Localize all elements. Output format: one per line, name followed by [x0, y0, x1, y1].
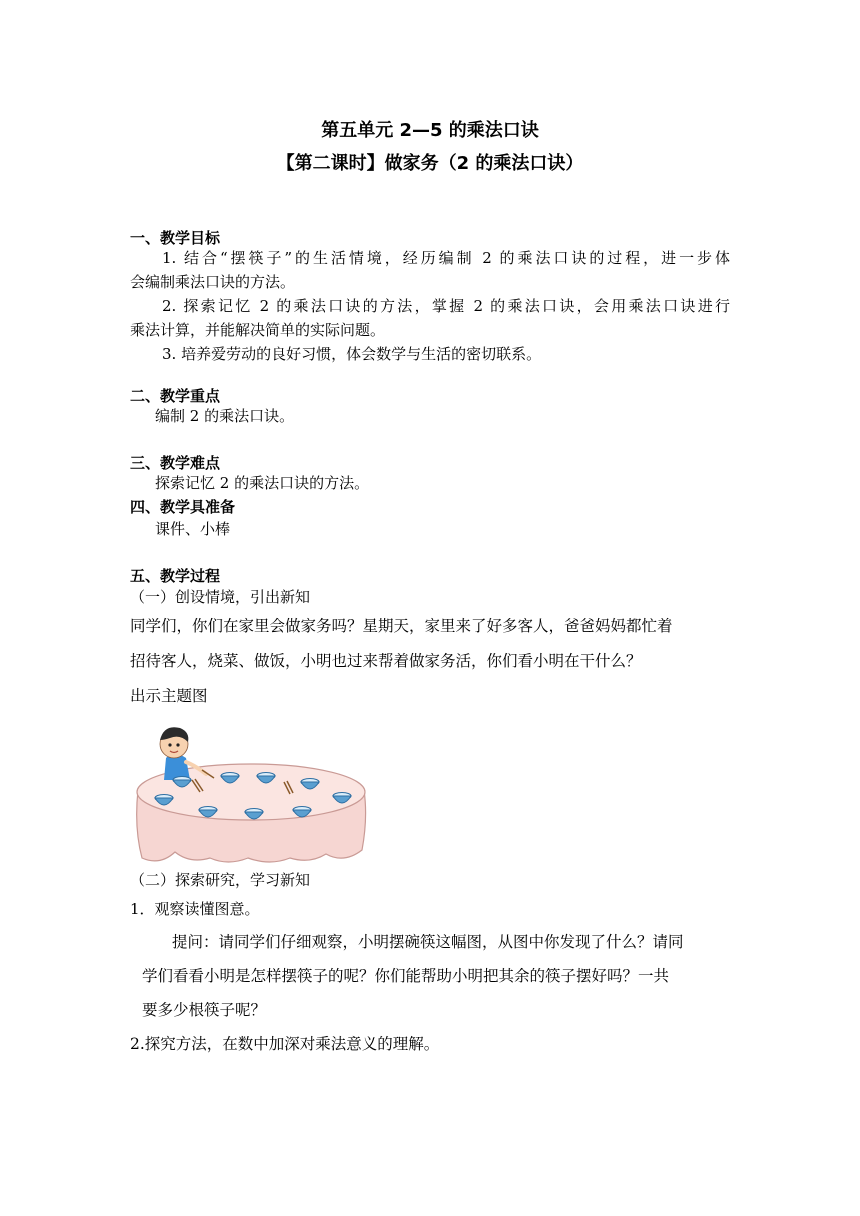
question-line-2: 学们看看小明是怎样摆筷子的呢？你们能帮助小明把其余的筷子摆好吗？一共 [142, 967, 670, 985]
goals-heading: 一、教学目标 [130, 229, 221, 247]
key-point-heading: 二、教学重点 [130, 387, 221, 405]
key-point-text: 编制 2 的乘法口诀。 [155, 407, 295, 425]
goal-2-line-1: 2. 探索记忆 2 的乘法口诀的方法，掌握 2 的乘法口诀，会用乘法口诀进行 [162, 297, 730, 315]
boy-figure [160, 727, 214, 780]
question-line-1: 提问：请同学们仔细观察，小明摆碗筷这幅图，从图中你发现了什么？请同 [172, 933, 684, 951]
intro-line-1: 同学们，你们在家里会做家务吗？星期天，家里来了好多客人，爸爸妈妈都忙着 [130, 617, 673, 635]
intro-line-2: 招待客人，烧菜、做饭，小明也过来帮着做家务活，你们看小明在干什么？ [130, 652, 642, 670]
process-heading: 五、教学过程 [130, 567, 221, 585]
show-image-text: 出示主题图 [130, 687, 208, 705]
page-title: 第五单元 2—5 的乘法口诀 [321, 120, 539, 141]
question-line-3: 要多少根筷子呢？ [142, 1001, 267, 1019]
materials-text: 课件、小棒 [155, 520, 231, 538]
part-1-title: （一）创设情境，引出新知 [130, 588, 311, 606]
difficulty-text: 探索记忆 2 的乘法口诀的方法。 [155, 474, 370, 492]
lesson-subtitle: 【第二课时】做家务（2 的乘法口诀） [276, 153, 584, 174]
theme-illustration [130, 718, 370, 868]
goal-3: 3. 培养爱劳动的良好习惯，体会数学与生活的密切联系。 [162, 345, 542, 363]
step-1: 1．观察读懂图意。 [130, 900, 260, 918]
materials-heading: 四、教学具准备 [130, 498, 236, 516]
goal-2-line-2: 乘法计算，并能解决简单的实际问题。 [130, 321, 386, 339]
step-2: 2.探究方法，在数中加深对乘法意义的理解。 [130, 1035, 440, 1053]
goal-1-line-2: 会编制乘法口诀的方法。 [130, 273, 296, 291]
goal-1-line-1: 1. 结合“摆筷子”的生活情境，经历编制 2 的乘法口诀的过程，进一步体 [162, 249, 730, 267]
difficulty-heading: 三、教学难点 [130, 454, 221, 472]
part-2-title: （二）探索研究，学习新知 [130, 871, 311, 889]
